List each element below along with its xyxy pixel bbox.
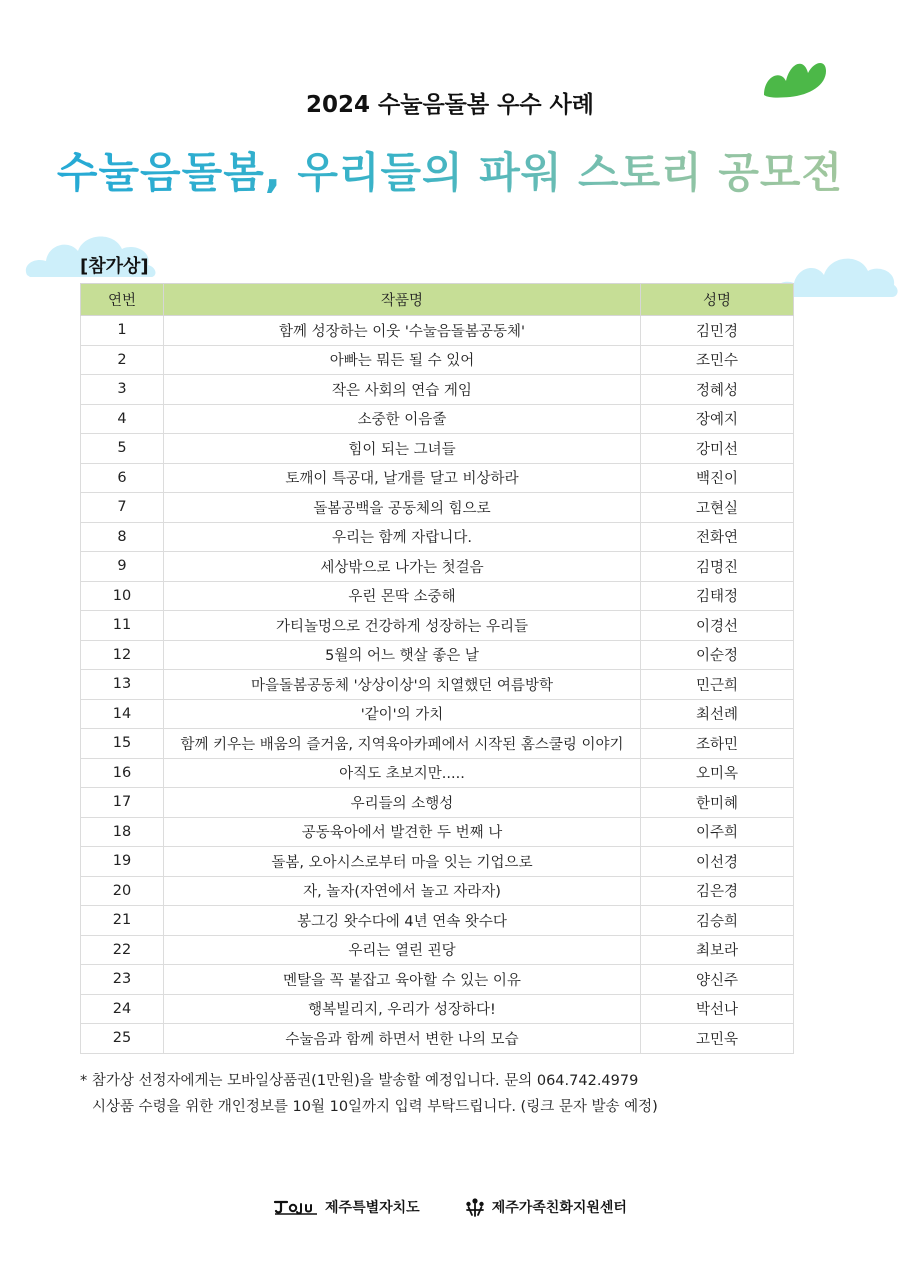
cell-number: 12 xyxy=(81,640,164,670)
cell-name: 고현실 xyxy=(641,493,794,523)
cell-number: 9 xyxy=(81,552,164,582)
cell-number: 17 xyxy=(81,788,164,818)
table-row xyxy=(81,729,794,759)
table-row xyxy=(81,1024,794,1054)
cell-name: 김태정 xyxy=(641,581,794,611)
cell-name: 이주희 xyxy=(641,817,794,847)
cell-title: 돌봄, 오아시스로부터 마을 잇는 기업으로 xyxy=(164,847,641,877)
cell-number: 11 xyxy=(81,611,164,641)
family-center-logo xyxy=(464,1196,627,1218)
cell-title: 함께 키우는 배움의 즐거움, 지역육아카페에서 시작된 홈스쿨링 이야기 xyxy=(164,729,641,759)
cell-number: 1 xyxy=(81,316,164,346)
cell-number: 14 xyxy=(81,699,164,729)
cell-title: 함께 성장하는 이웃 '수눌음돌봄공동체' xyxy=(164,316,641,346)
jeju-logo-icon xyxy=(273,1198,319,1216)
cell-name: 강미선 xyxy=(641,434,794,464)
cell-number: 2 xyxy=(81,345,164,375)
cell-title: 마을돌봄공동체 '상상이상'의 치열했던 여름방학 xyxy=(164,670,641,700)
cell-number: 4 xyxy=(81,404,164,434)
cell-title: 우린 몬딱 소중해 xyxy=(164,581,641,611)
cell-title: 돌봄공백을 공동체의 힘으로 xyxy=(164,493,641,523)
cell-title: 아직도 초보지만..... xyxy=(164,758,641,788)
section-label: [참가상] xyxy=(80,256,149,277)
cell-number: 5 xyxy=(81,434,164,464)
cell-name: 김명진 xyxy=(641,552,794,582)
cell-name: 장예지 xyxy=(641,404,794,434)
cell-number: 20 xyxy=(81,876,164,906)
cell-number: 23 xyxy=(81,965,164,995)
cell-title: 작은 사회의 연습 게임 xyxy=(164,375,641,405)
cell-title: 봉그깅 왓수다에 4년 연속 왓수다 xyxy=(164,906,641,936)
cell-name: 백진이 xyxy=(641,463,794,493)
notes xyxy=(80,1068,658,1120)
cell-number: 22 xyxy=(81,935,164,965)
table-row xyxy=(81,640,794,670)
jeju-org-name: 제주특별자치도 xyxy=(325,1200,420,1216)
cell-number: 7 xyxy=(81,493,164,523)
cell-name: 이경선 xyxy=(641,611,794,641)
cell-name: 정혜성 xyxy=(641,375,794,405)
cell-number: 25 xyxy=(81,1024,164,1054)
cell-number: 21 xyxy=(81,906,164,936)
cell-title: '같이'의 가치 xyxy=(164,699,641,729)
cell-number: 3 xyxy=(81,375,164,405)
table-row xyxy=(81,345,794,375)
cell-title: 자, 놀자(자연에서 놀고 자라자) xyxy=(164,876,641,906)
cell-number: 10 xyxy=(81,581,164,611)
cell-name: 김승희 xyxy=(641,906,794,936)
table-row xyxy=(81,581,794,611)
cell-title: 공동육아에서 발견한 두 번째 나 xyxy=(164,817,641,847)
table-row xyxy=(81,788,794,818)
cell-title: 세상밖으로 나가는 첫걸음 xyxy=(164,552,641,582)
cell-title: 힘이 되는 그녀들 xyxy=(164,434,641,464)
table-row xyxy=(81,935,794,965)
cell-number: 6 xyxy=(81,463,164,493)
award-table xyxy=(80,283,794,1054)
table-body xyxy=(81,316,794,1054)
cell-number: 18 xyxy=(81,817,164,847)
cell-number: 8 xyxy=(81,522,164,552)
cell-title: 수눌음과 함께 하면서 변한 나의 모습 xyxy=(164,1024,641,1054)
cell-name: 김민경 xyxy=(641,316,794,346)
page-subtitle: 2024 수눌음돌봄 우수 사례 xyxy=(306,92,594,118)
cell-title: 토깨이 특공대, 날개를 달고 비상하라 xyxy=(164,463,641,493)
cell-title: 우리들의 소행성 xyxy=(164,788,641,818)
table-row xyxy=(81,906,794,936)
table-row xyxy=(81,375,794,405)
table-row xyxy=(81,876,794,906)
table-row xyxy=(81,611,794,641)
cell-title: 아빠는 뭐든 될 수 있어 xyxy=(164,345,641,375)
cell-name: 양신주 xyxy=(641,965,794,995)
column-header-title: 작품명 xyxy=(164,284,641,316)
cell-name: 최보라 xyxy=(641,935,794,965)
family-center-name: 제주가족친화지원센터 xyxy=(491,1200,627,1216)
cell-title: 가티놀멍으로 건강하게 성장하는 우리들 xyxy=(164,611,641,641)
cell-name: 이선경 xyxy=(641,847,794,877)
column-header-name: 성명 xyxy=(641,284,794,316)
cell-number: 15 xyxy=(81,729,164,759)
column-header-number: 연번 xyxy=(81,284,164,316)
table-row xyxy=(81,965,794,995)
cell-name: 김은경 xyxy=(641,876,794,906)
cell-name: 최선례 xyxy=(641,699,794,729)
cell-title: 행복빌리지, 우리가 성장하다! xyxy=(164,994,641,1024)
table-row xyxy=(81,434,794,464)
cell-name: 한미혜 xyxy=(641,788,794,818)
jeju-logo xyxy=(273,1197,420,1217)
table-row xyxy=(81,493,794,523)
table-row xyxy=(81,463,794,493)
cell-number: 16 xyxy=(81,758,164,788)
table-row xyxy=(81,522,794,552)
table-row xyxy=(81,316,794,346)
cell-name: 오미옥 xyxy=(641,758,794,788)
table-row xyxy=(81,699,794,729)
family-center-logo-icon xyxy=(464,1196,486,1218)
footer xyxy=(0,1196,900,1218)
table-row xyxy=(81,817,794,847)
cell-name: 전화연 xyxy=(641,522,794,552)
table-row xyxy=(81,847,794,877)
table-row xyxy=(81,758,794,788)
table-row xyxy=(81,552,794,582)
table-header-row xyxy=(81,284,794,316)
cell-name: 고민욱 xyxy=(641,1024,794,1054)
cell-number: 19 xyxy=(81,847,164,877)
cell-name: 민근희 xyxy=(641,670,794,700)
table-row xyxy=(81,994,794,1024)
cell-title: 우리는 열린 괸당 xyxy=(164,935,641,965)
cell-number: 24 xyxy=(81,994,164,1024)
cell-name: 조하민 xyxy=(641,729,794,759)
table-row xyxy=(81,670,794,700)
cell-title: 멘탈을 꼭 붙잡고 육아할 수 있는 이유 xyxy=(164,965,641,995)
cell-title: 5월의 어느 햇살 좋은 날 xyxy=(164,640,641,670)
cell-name: 박선나 xyxy=(641,994,794,1024)
cell-title: 소중한 이음줄 xyxy=(164,404,641,434)
note-line-2: 시상품 수령을 위한 개인정보를 10월 10일까지 입력 부탁드립니다. (링크 문자 발송 예정) xyxy=(92,1099,658,1115)
table-row xyxy=(81,404,794,434)
cell-title: 우리는 함께 자랍니다. xyxy=(164,522,641,552)
note-line-1: * 참가상 선정자에게는 모바일상품권(1만원)을 발송할 예정입니다. 문의 064.742.4979 xyxy=(80,1073,639,1089)
cell-number: 13 xyxy=(81,670,164,700)
page-title: 수눌음돌봄, 우리들의 파워 스토리 공모전 xyxy=(0,140,900,200)
cell-name: 이순정 xyxy=(641,640,794,670)
cell-name: 조민수 xyxy=(641,345,794,375)
